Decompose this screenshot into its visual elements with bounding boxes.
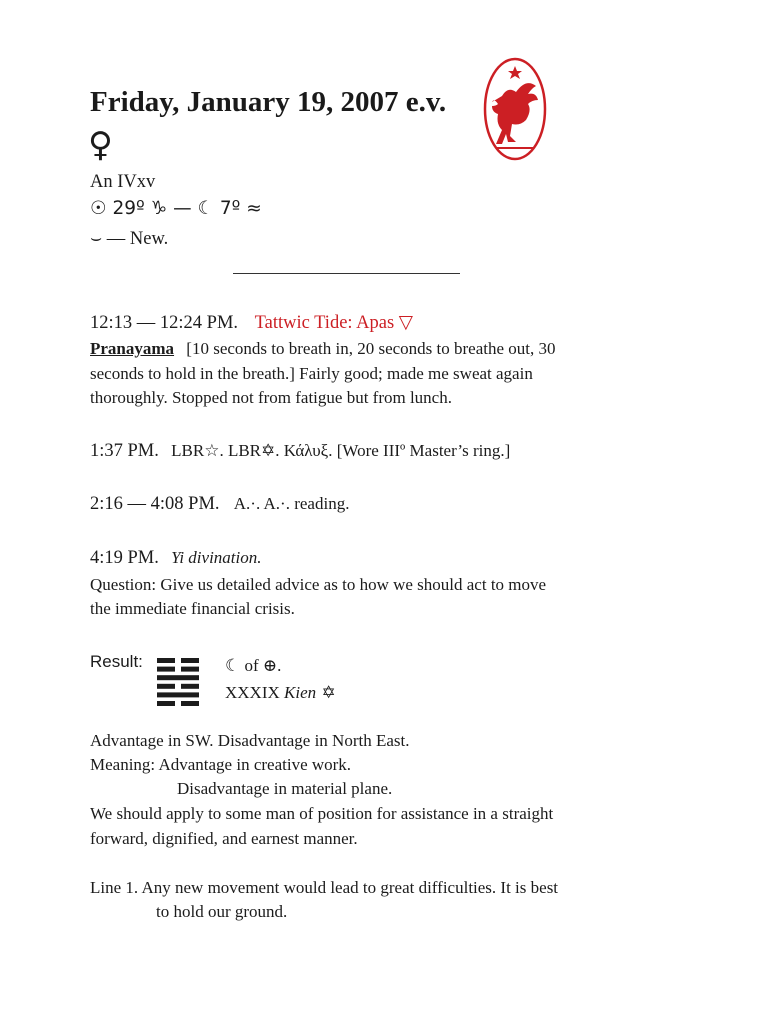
hexagram-line [157,658,175,663]
entry-1-line-3: thoroughly. Stopped not from fatigue but from lunch. [90,388,452,407]
tattwic-tide: Tattwic Tide: Apas ▽ [254,313,414,333]
rooster-seal-icon [482,56,548,162]
hexagram-line [181,684,199,689]
hexagram-line [181,667,199,672]
question-line-2: the immediate financial crisis. [90,599,295,618]
entry-1-line-1: Pranayama [10 seconds to breath in, 20 seconds to breathe out, 30 [90,339,556,358]
entry-2-text: LBR☆. LBR✡. Κάλυξ. [Wore IIIº Master’s ring.] [171,441,511,460]
entry-2-time: 1:37 PM. [90,441,159,461]
entry-1-time: 12:13 — 12:24 PM. [90,313,239,333]
page-title: Friday, January 19, 2007 e.v. [90,86,447,118]
entry-3-text: A.·. A.·. reading. [233,494,350,513]
interp-line-3: Disadvantage in material plane. [177,779,393,798]
entry-1-line-2: seconds to hold in the breath.] Fairly good; made me sweat again [90,364,533,383]
entry-3 [90,494,349,515]
entry-1-header [90,312,413,334]
hexagram-line [157,701,175,706]
interp-line-5: forward, dignified, and earnest manner. [90,829,358,848]
venus-icon: ♀ [88,125,113,165]
hexagram-line [157,692,199,697]
moon-phase-line: ⌣ — New. [90,229,169,249]
entry-4-header [90,548,262,569]
line-1-text-cont: to hold our ground. [156,902,288,921]
result-label: Result: [90,652,143,671]
hexagram-line [181,658,199,663]
interp-line-2: Meaning: Advantage in creative work. [90,755,352,774]
result-line-2: XXXIX Kien ✡ [225,683,336,703]
hexagram-line [157,675,199,680]
divider [233,273,460,274]
interp-line-4: We should apply to some man of position for assistance in a straight [90,804,554,823]
entry-3-time: 2:16 — 4:08 PM. [90,494,220,514]
hexagram-line [157,684,175,689]
hexagram-icon [157,656,199,708]
pranayama-label: Pranayama [90,339,175,358]
hexagram-line [181,701,199,706]
interp-line-1: Advantage in SW. Disadvantage in North East. [90,731,410,750]
result-line-1: ☾ of ⊕. [225,656,282,675]
entry-2 [90,441,510,462]
year-line: An IVxv [90,172,156,192]
line-1-text: Line 1. Any new movement would lead to great difficulties. It is best [90,878,559,897]
question-line-1: Question: Give us detailed advice as to how we should act to move [90,575,547,594]
astro-line: ☉ 29º ♑ — ☾ 7º ≈ [90,198,262,219]
hexagram-line [157,667,175,672]
entry-4-time: 4:19 PM. [90,548,159,568]
entry-4-title: Yi divination. [171,548,262,567]
